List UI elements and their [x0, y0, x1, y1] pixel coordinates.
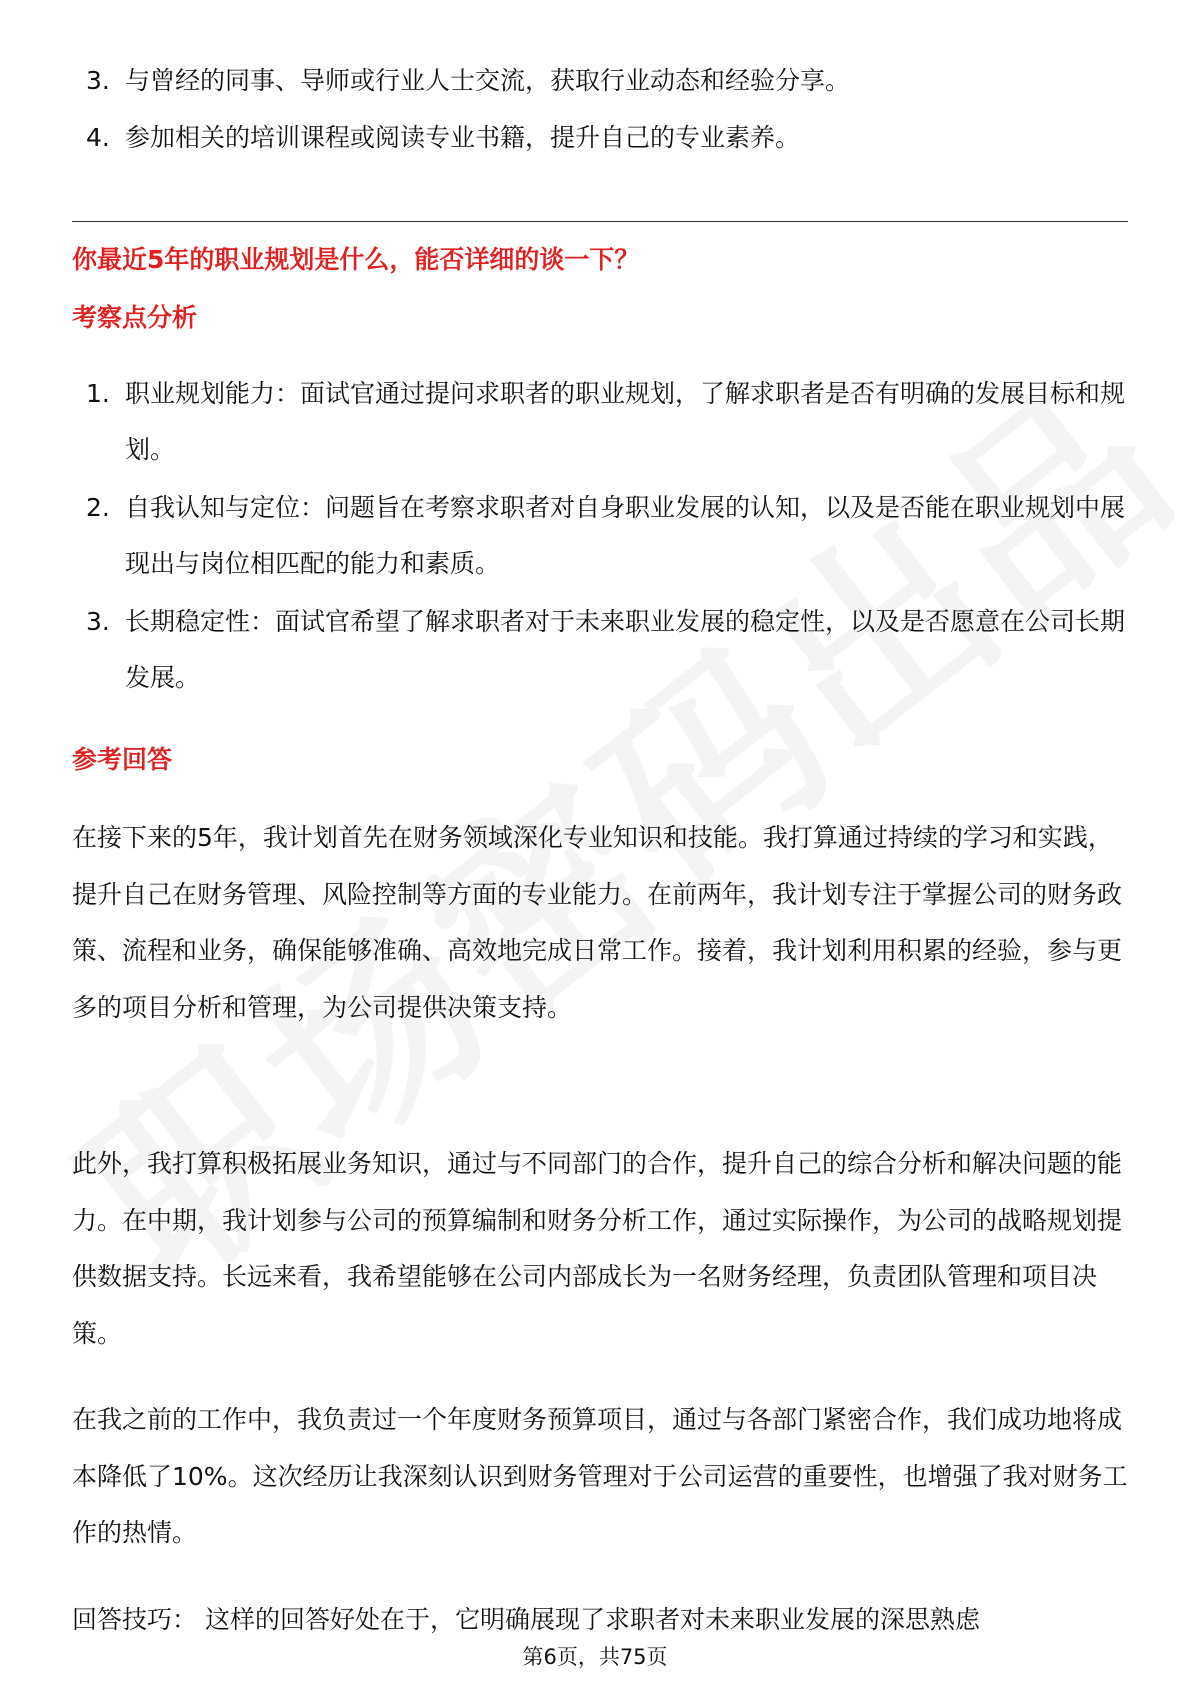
analysis-title: 考察点分析: [72, 303, 198, 332]
list-text: 与曾经的同事、导师或行业人士交流，获取行业动态和经验分享。: [125, 66, 851, 95]
list-number: 3.: [86, 66, 110, 95]
section-divider: [72, 221, 1128, 222]
answer-paragraph: 在接下来的5年，我计划首先在财务领域深化专业知识和技能。我打算通过持续的学习和实践，提升自己在财务管理、风险控制等方面的专业能力。在前两年，我计划专注于掌握公司的财务政策、流程和业务，确保能够准确、高效地完成日常工作。接着，我计划利用积累的经验，参与更多的项目分析和管理，为公司提供决策支持。: [72, 823, 1123, 1022]
answer-paragraph: 在我之前的工作中，我负责过一个年度财务预算项目，通过与各部门紧密合作，我们成功地将成本降低了10%。这次经历让我深刻认识到财务管理对于公司运营的重要性，也增强了我对财务工作的热情。: [72, 1405, 1128, 1547]
continued-list: [72, 53, 1128, 167]
list-text: 参加相关的培训课程或阅读专业书籍，提升自己的专业素养。: [125, 123, 801, 152]
list-item: [72, 366, 1128, 478]
list-item: [72, 480, 1128, 592]
answer-tip: 回答技巧： 这样的回答好处在于，它明确展现了求职者对未来职业发展的深思熟虑: [72, 1605, 980, 1634]
list-number: 1.: [86, 379, 110, 408]
list-number: 3.: [86, 607, 110, 636]
answer-title: 参考回答: [72, 745, 173, 774]
answer-paragraph: 此外，我打算积极拓展业务知识，通过与不同部门的合作，提升自己的综合分析和解决问题的能力。在中期，我计划参与公司的预算编制和财务分析工作，通过实际操作，为公司的战略规划提供数据支持。长远来看，我希望能够在公司内部成长为一名财务经理，负责团队管理和项目决策。: [72, 1149, 1123, 1348]
analysis-list: [72, 366, 1128, 706]
list-text: 自我认知与定位：问题旨在考察求职者对自身职业发展的认知，以及是否能在职业规划中展现出与岗位相匹配的能力和素质。: [125, 493, 1126, 578]
list-item: [72, 594, 1128, 706]
page-number: 第6页，共75页: [522, 1645, 668, 1669]
list-number: 2.: [86, 493, 110, 522]
list-text: 职业规划能力：面试官通过提问求职者的职业规划，了解求职者是否有明确的发展目标和规划。: [125, 379, 1126, 464]
list-item: [72, 53, 1128, 110]
list-item: [72, 110, 1128, 167]
list-number: 4.: [86, 123, 110, 152]
question-heading: 你最近5年的职业规划是什么，能否详细的谈一下？: [72, 245, 640, 274]
list-text: 长期稳定性：面试官希望了解求职者对于未来职业发展的稳定性，以及是否愿意在公司长期发展。: [125, 607, 1126, 692]
